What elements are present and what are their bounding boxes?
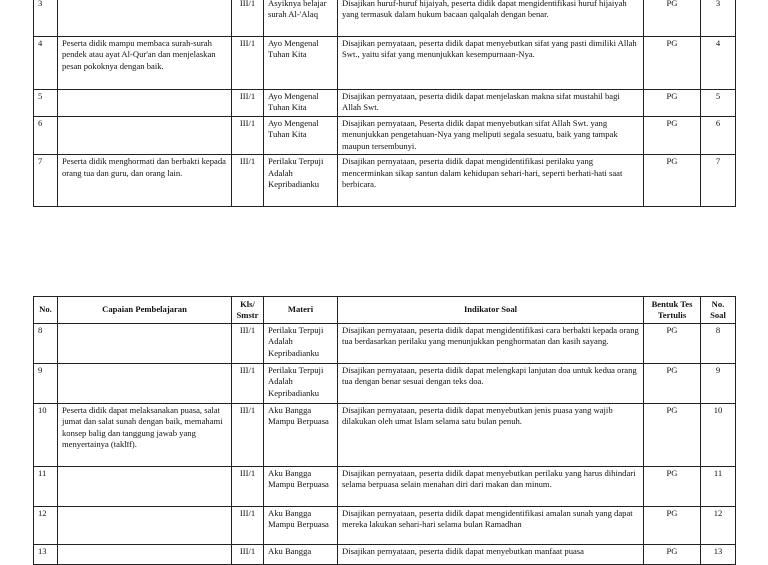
cell-bentuk-tes: PG [644,364,701,404]
cell-indikator-soal: Disajikan pernyataan, peserta didik dapat mengidentifikasi cara berbakti kepada orang tua berdasarkan perilaku yang menunjukkan penghormatan dan kasih sayang. [338,324,644,364]
cell-capaian-pembelajaran [58,324,232,364]
header-indikator-soal: Indikator Soal [338,297,644,324]
table-row [34,404,736,467]
table-row [34,507,736,545]
cell-materi: Aku Bangga Mampu Berpuasa [264,404,338,467]
table-row [34,90,736,117]
cell-nomor-soal: 13 [701,545,736,565]
header-kelas-semester: Kls/ Smstr [232,297,264,324]
table-body-top [34,0,736,207]
cell-bentuk-tes: PG [644,0,701,37]
table-row [34,324,736,364]
cell-nomor-soal: 3 [701,0,736,37]
header-bentuk-tes: Bentuk Tes Tertulis [644,297,701,324]
cell-kelas-semester: III/1 [232,404,264,467]
cell-kelas-semester: III/1 [232,467,264,507]
cell-kelas-semester: III/1 [232,0,264,37]
cell-materi: Perilaku Terpuji Adalah Kepribadianku [264,364,338,404]
cell-materi: Perilaku Terpuji Adalah Kepribadianku [264,324,338,364]
cell-indikator-soal: Disajikan pernyataan, peserta didik dapat menjelaskan makna sifat mustahil bagi Allah Swt. [338,90,644,117]
cell-nomor-soal: 8 [701,324,736,364]
header-capaian-pembelajaran: Capaian Pembelajaran [58,297,232,324]
cell-materi: Aku Bangga [264,545,338,565]
cell-materi: Asyiknya belajar surah Al-'Alaq [264,0,338,37]
cell-capaian-pembelajaran [58,117,232,155]
cell-capaian-pembelajaran [58,364,232,404]
cell-indikator-soal: Disajikan huruf-huruf hijaiyah, peserta didik dapat mengidentifikasi huruf hijaiyah yang termasuk dalam hukum bacaan qalqalah dengan benar. [338,0,644,37]
cell-kelas-semester: III/1 [232,155,264,207]
kisi-kisi-table-bottom [33,296,736,565]
cell-nomor-soal: 11 [701,467,736,507]
cell-capaian-pembelajaran: Peserta didik menghormati dan berbakti kepada orang tua dan guru, dan orang lain. [58,155,232,207]
header-row [34,297,736,324]
cell-capaian-pembelajaran: Peserta didik mampu membaca surah-surah pendek atau ayat Al-Qur'an dan menjelaskan pesan pokoknya dengan baik. [58,37,232,90]
cell-no: 6 [34,117,58,155]
table-body-bottom [34,324,736,565]
cell-kelas-semester: III/1 [232,37,264,90]
cell-capaian-pembelajaran [58,0,232,37]
cell-nomor-soal: 10 [701,404,736,467]
cell-no: 8 [34,324,58,364]
cell-nomor-soal: 6 [701,117,736,155]
cell-materi: Aku Bangga Mampu Berpuasa [264,467,338,507]
table-row [34,37,736,90]
table-row [34,155,736,207]
cell-nomor-soal: 7 [701,155,736,207]
cell-kelas-semester: III/1 [232,324,264,364]
header-materi: Materi [264,297,338,324]
cell-kelas-semester: III/1 [232,364,264,404]
cell-bentuk-tes: PG [644,404,701,467]
cell-no: 11 [34,467,58,507]
cell-bentuk-tes: PG [644,37,701,90]
table-row [34,364,736,404]
cell-no: 4 [34,37,58,90]
cell-no: 5 [34,90,58,117]
table-row [34,545,736,565]
cell-bentuk-tes: PG [644,155,701,207]
cell-capaian-pembelajaran [58,467,232,507]
cell-indikator-soal: Disajikan pernyataan, peserta didik dapat menyebutkan jenis puasa yang wajib dilakukan oleh umat Islam selama satu bulan penuh. [338,404,644,467]
cell-materi: Aku Bangga Mampu Berpuasa [264,507,338,545]
cell-nomor-soal: 4 [701,37,736,90]
header-nomor-soal: No. Soal [701,297,736,324]
cell-nomor-soal: 5 [701,90,736,117]
table-row [34,117,736,155]
cell-kelas-semester: III/1 [232,117,264,155]
cell-indikator-soal: Disajikan pernyataan, peserta didik dapat mengidentifikasi amalan sunah yang dapat mereka lakukan sehari-hari selama bulan Ramadhan [338,507,644,545]
cell-indikator-soal: Disajikan pernyataan, Peserta didik dapat menyebutkan sifat Allah Swt. yang menunjukkan pengetahuan-Nya yang meliputi segala sesuatu, baik yang tampak maupun tersembunyi. [338,117,644,155]
cell-no: 7 [34,155,58,207]
cell-bentuk-tes: PG [644,324,701,364]
cell-materi: Ayo Mengenal Tuhan Kita [264,90,338,117]
cell-capaian-pembelajaran [58,90,232,117]
cell-nomor-soal: 12 [701,507,736,545]
cell-no: 3 [34,0,58,37]
cell-capaian-pembelajaran [58,545,232,565]
cell-materi: Ayo Mengenal Tuhan Kita [264,117,338,155]
cell-nomor-soal: 9 [701,364,736,404]
header-no: No. [34,297,58,324]
cell-bentuk-tes: PG [644,467,701,507]
cell-indikator-soal: Disajikan pernyataan, peserta didik dapat menyebutkan sifat yang pasti dimiliki Allah Swt., yaitu sifat yang menunjukkan kesempurnaan-Nya. [338,37,644,90]
cell-kelas-semester: III/1 [232,545,264,565]
cell-kelas-semester: III/1 [232,507,264,545]
cell-indikator-soal: Disajikan pernyataan, peserta didik dapat menyebutkan perilaku yang harus dihindari selama berpuasa selain menahan diri dari makan dan minum. [338,467,644,507]
table-row [34,0,736,37]
cell-no: 12 [34,507,58,545]
cell-indikator-soal: Disajikan pernyataan, peserta didik dapat menyebutkan manfaat puasa [338,545,644,565]
cell-materi: Ayo Mengenal Tuhan Kita [264,37,338,90]
cell-materi: Perilaku Terpuji Adalah Kepribadianku [264,155,338,207]
cell-no: 13 [34,545,58,565]
cell-capaian-pembelajaran: Peserta didik dapat melaksanakan puasa, salat jumat dan salat sunah dengan baik, memahami konsep balig dan tanggung jawab yang menyertainya (taklīf). [58,404,232,467]
cell-no: 9 [34,364,58,404]
table-header [34,297,736,324]
cell-indikator-soal: Disajikan pernyataan, peserta didik dapat mengidentifikasi perilaku yang mencerminkan sikap santun dalam kehidupan sehari-hari, seperti berhati-hati saat berbicara. [338,155,644,207]
cell-bentuk-tes: PG [644,507,701,545]
table-row [34,467,736,507]
cell-capaian-pembelajaran [58,507,232,545]
cell-bentuk-tes: PG [644,90,701,117]
cell-indikator-soal: Disajikan pernyataan, peserta didik dapat melengkapi lanjutan doa untuk kedua orang tua dengan benar sesuai dengan teks doa. [338,364,644,404]
kisi-kisi-table-top [33,0,736,207]
cell-bentuk-tes: PG [644,545,701,565]
cell-kelas-semester: III/1 [232,90,264,117]
cell-no: 10 [34,404,58,467]
cell-bentuk-tes: PG [644,117,701,155]
